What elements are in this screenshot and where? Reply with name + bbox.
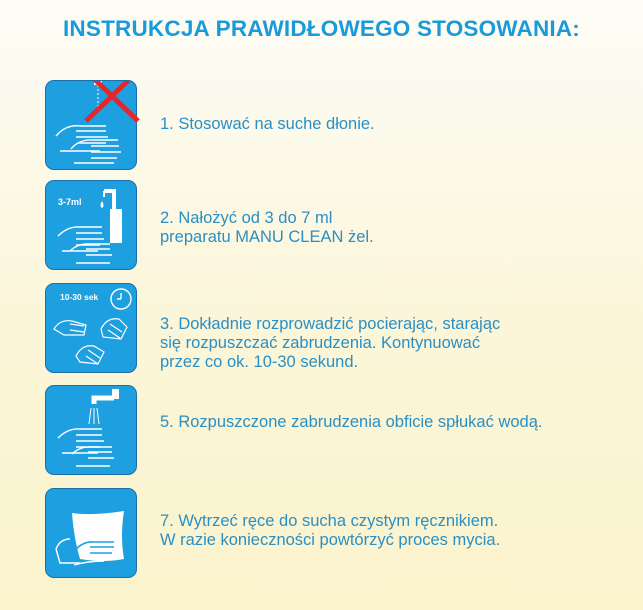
hands-no-water-icon	[45, 80, 137, 170]
step-text: preparatu MANU CLEAN żel.	[160, 228, 374, 246]
step-4	[45, 385, 635, 477]
step-text: W razie konieczności powtórzyć proces mycia.	[160, 531, 501, 549]
step-text: 1. Stosować na suche dłonie.	[160, 115, 375, 133]
time-badge: 10-30 sek	[60, 292, 99, 302]
step-1	[45, 80, 635, 172]
rinse-hands-icon	[45, 385, 137, 475]
step-text: 5. Rozpuszczone zabrudzenia obficie spłukać wodą.	[160, 413, 543, 431]
page-title: INSTRUKCJA PRAWIDŁOWEGO STOSOWANIA:	[62, 16, 580, 41]
step-text: 2. Nałożyć od 3 do 7 ml	[160, 209, 333, 227]
step-text: się rozpuszczać zabrudzenia. Kontynuować	[160, 334, 481, 352]
step-text: 7. Wytrzeć ręce do sucha czystym ręcznikiem.	[160, 512, 499, 530]
step-2	[45, 180, 635, 272]
step-text: przez co ok. 10-30 sekund.	[160, 353, 359, 371]
step-5	[45, 488, 635, 580]
step-3	[45, 283, 635, 375]
dose-badge: 3-7ml	[58, 197, 82, 207]
rubbing-hands-clock-icon	[45, 283, 137, 373]
step-text: 3. Dokładnie rozprowadzić pocierając, starając	[160, 315, 501, 333]
dispenser-icon	[45, 180, 137, 270]
towel-dry-icon	[45, 488, 137, 578]
